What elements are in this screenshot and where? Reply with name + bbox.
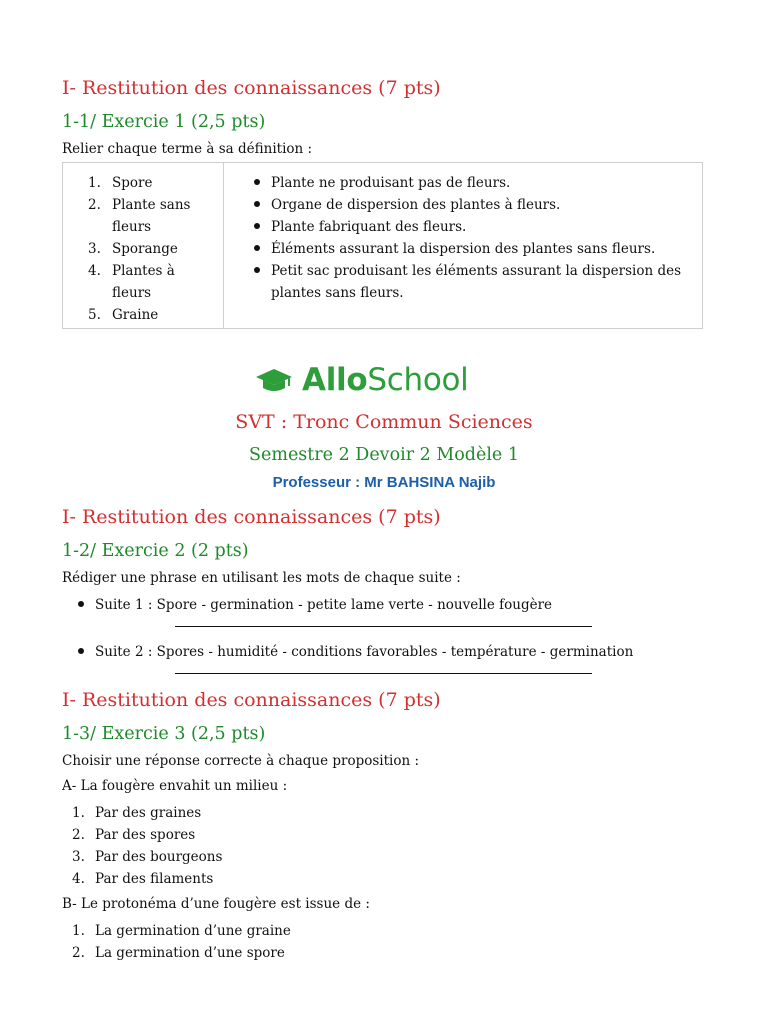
term-item (88, 304, 218, 326)
matching-table (62, 162, 703, 329)
question-b-options (72, 920, 372, 964)
option-item (72, 846, 372, 868)
suite2-text: Suite 2 : Spores - humidité - conditions favorables - température - germination (77, 641, 697, 663)
option-item (72, 920, 372, 942)
option-text: Par des filaments (95, 871, 214, 887)
term-number: 2. (88, 197, 101, 213)
question-b: B- Le protonéma d’une fougère est issue de : (62, 896, 370, 912)
option-item (72, 824, 372, 846)
section1-exercise: 1-1/ Exercie 1 (2,5 pts) (62, 112, 266, 132)
question-a-options (72, 802, 372, 890)
term-number: 5. (88, 307, 101, 323)
definition-item: Organe de dispersion des plantes à fleurs. (253, 194, 693, 216)
alloschool-logo (254, 360, 468, 400)
suite1-item (77, 594, 697, 616)
teacher-name: Professeur : Mr BAHSINA Najib (272, 474, 496, 491)
section3-title: I- Restitution des connaissances (7 pts) (62, 689, 441, 711)
definitions-list (253, 172, 693, 304)
term-text: Plante sans (112, 197, 191, 213)
term-item (88, 172, 218, 194)
option-number: 4. (72, 871, 85, 887)
option-number: 1. (72, 923, 85, 939)
logo-text (302, 362, 468, 398)
option-number: 2. (72, 945, 85, 961)
subject-title: SVT : Tronc Commun Sciences (235, 411, 533, 433)
term-text: Graine (112, 307, 159, 323)
option-item (72, 802, 372, 824)
option-number: 3. (72, 849, 85, 865)
term-number: 1. (88, 175, 101, 191)
term-text: Sporange (112, 241, 178, 257)
suite2-item (77, 641, 697, 663)
option-text: Par des spores (95, 827, 196, 843)
option-item (72, 942, 372, 964)
section3-instruction: Choisir une réponse correcte à chaque proposition : (62, 753, 419, 769)
term-text: fleurs (112, 219, 152, 235)
term-item (88, 194, 218, 238)
term-text: fleurs (112, 285, 152, 301)
option-text: La germination d’une graine (95, 923, 291, 939)
term-item (88, 238, 218, 260)
option-item (72, 868, 372, 890)
term-text: Spore (112, 175, 153, 191)
suite1-text: Suite 1 : Spore - germination - petite lame verte - nouvelle fougère (77, 594, 697, 616)
section1-instruction: Relier chaque terme à sa définition : (62, 141, 313, 157)
term-number: 4. (88, 263, 101, 279)
option-text: Par des graines (95, 805, 202, 821)
option-number: 2. (72, 827, 85, 843)
graduation-cap-icon (254, 365, 294, 395)
section3-exercise: 1-3/ Exercie 3 (2,5 pts) (62, 724, 266, 744)
logo-light: School (367, 362, 469, 398)
section2-instruction: Rédiger une phrase en utilisant les mots de chaque suite : (62, 570, 461, 586)
definition-item: Petit sac produisant les éléments assurant la dispersion des plantes sans fleurs. (253, 260, 693, 304)
section2-exercise: 1-2/ Exercie 2 (2 pts) (62, 541, 249, 561)
term-item (88, 260, 218, 304)
term-number: 3. (88, 241, 101, 257)
answer-line-1 (175, 626, 592, 627)
question-a: A- La fougère envahit un milieu : (62, 778, 288, 794)
definition-item: Plante fabriquant des fleurs. (253, 216, 693, 238)
option-text: Par des bourgeons (95, 849, 223, 865)
term-text: Plantes à (112, 263, 175, 279)
definition-item: Plante ne produisant pas de fleurs. (253, 172, 693, 194)
logo-bold: Allo (302, 362, 368, 398)
semester-title: Semestre 2 Devoir 2 Modèle 1 (249, 445, 519, 465)
section2-title: I- Restitution des connaissances (7 pts) (62, 506, 441, 528)
section1-title: I- Restitution des connaissances (7 pts) (62, 77, 441, 99)
option-number: 1. (72, 805, 85, 821)
option-text: La germination d’une spore (95, 945, 285, 961)
terms-list (88, 172, 218, 326)
answer-line-2 (175, 673, 592, 674)
table-divider (223, 163, 224, 328)
definition-item: Éléments assurant la dispersion des plantes sans fleurs. (253, 238, 693, 260)
